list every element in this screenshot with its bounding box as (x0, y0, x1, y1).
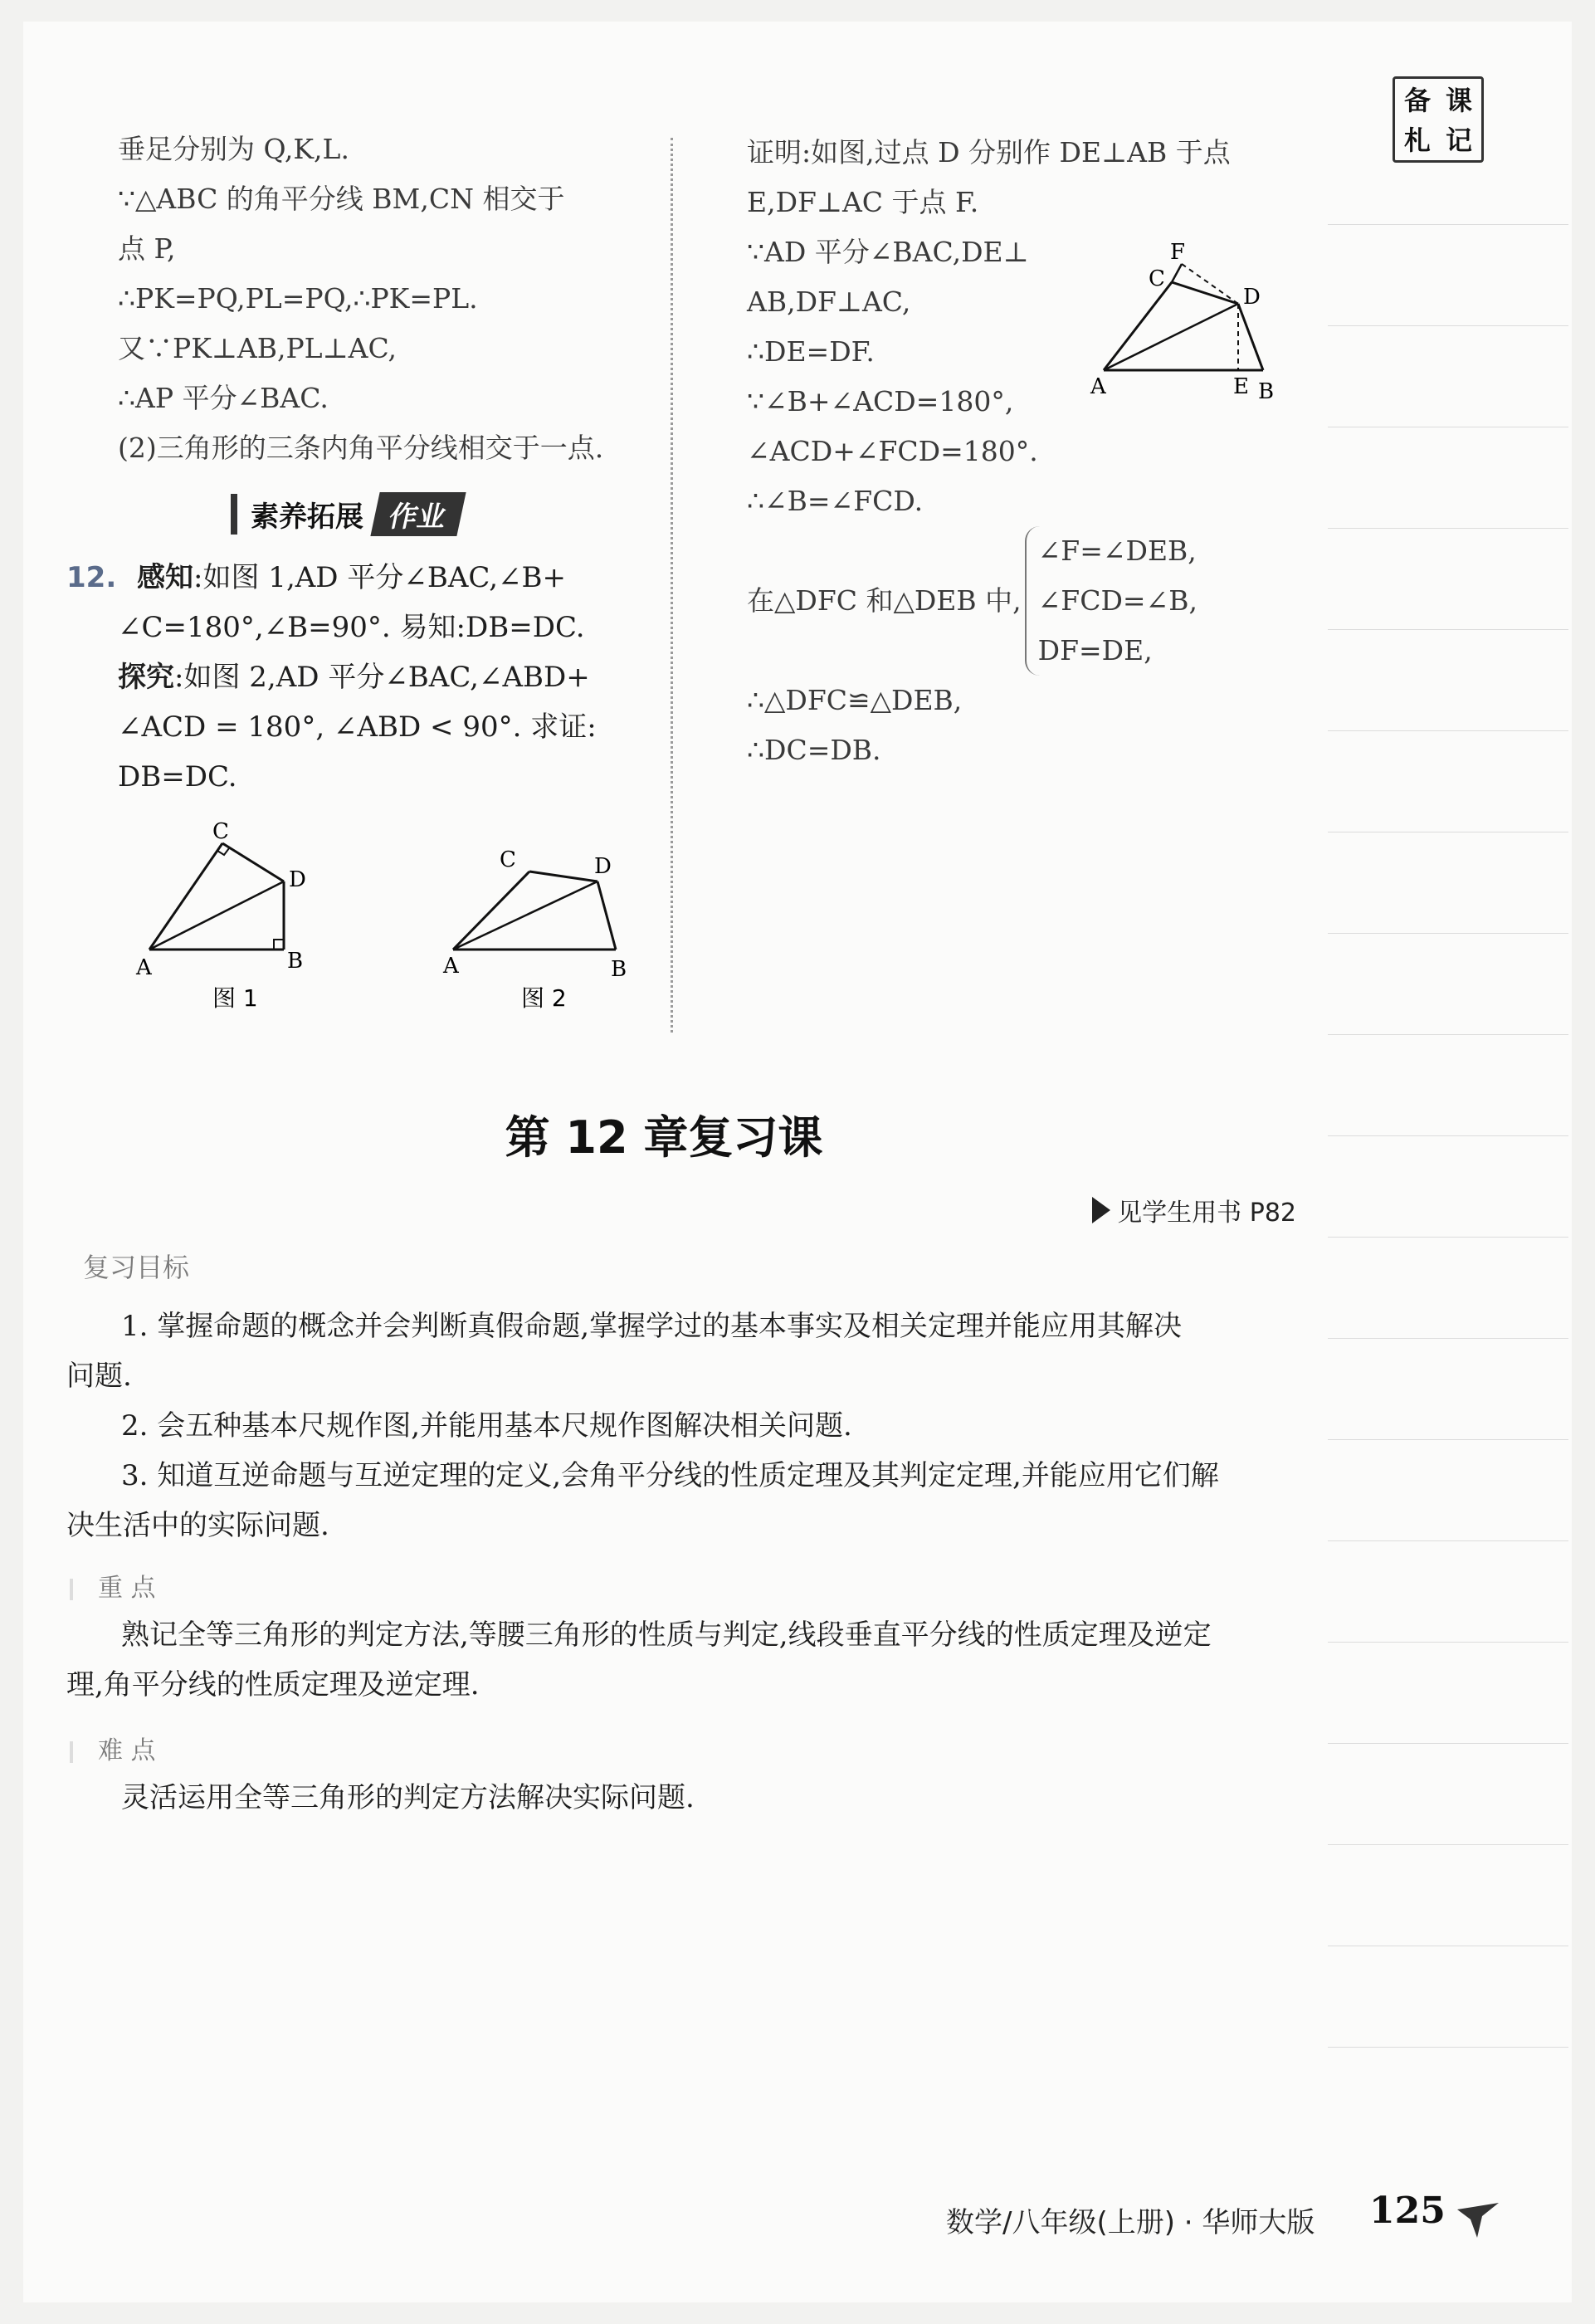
section-banner (231, 493, 461, 535)
key-label (70, 1567, 156, 1604)
book-title: 数学/八年级(上册) · 华师大版 (946, 2206, 1315, 2239)
proof-line: ∴PK=PQ,PL=PQ,∴PK=PL. (118, 282, 478, 315)
badge-char: 记 (1445, 124, 1472, 156)
point-label: A (136, 955, 152, 980)
key-label-text: 重 点 (98, 1574, 156, 1603)
point-label: E (1233, 374, 1249, 399)
badge-char: 札 (1403, 124, 1431, 156)
conclusion (747, 676, 1311, 775)
proof-line: ∴DC=DB. (747, 734, 881, 766)
goal-line: 1. 掌握命题的概念并会判断真假命题,掌握学过的基本事实及相关定理并能应用其解决 (121, 1310, 1183, 1343)
point-label: A (1090, 374, 1106, 399)
point-label: D (1243, 285, 1261, 310)
point-label: F (1170, 240, 1186, 265)
point-label: B (611, 957, 627, 982)
point-label: C (1149, 266, 1165, 291)
question-line: ∠ACD = 180°, ∠ABD < 90°. 求证: (118, 710, 597, 744)
goal-line: 决生活中的实际问题. (66, 1509, 329, 1542)
goal-line: 2. 会五种基本尺规作图,并能用基本尺规作图解决相关问题. (121, 1409, 852, 1443)
congruence-system (747, 526, 1311, 676)
proof-line: (2)三角形的三条内角平分线相交于一点. (118, 432, 604, 464)
proof-line: ∴DE=DF. (747, 335, 875, 368)
figure-caption: 图 1 (212, 984, 258, 1012)
key-points (66, 1610, 1278, 1710)
system-line: ∠FCD=∠B, (1037, 584, 1197, 617)
goals-label: 复习目标 (83, 1252, 190, 1283)
point-label: B (287, 949, 304, 974)
proof-line: 垂足分别为 Q,K,L. (118, 133, 349, 165)
question-line: :如图 1,AD 平分∠BAC,∠B+ (193, 561, 566, 594)
proof-line: AB,DF⊥AC, (747, 286, 911, 318)
see-book-text: 见学生用书 P82 (1117, 1199, 1296, 1228)
proof-line: ∵∠B+∠ACD=180°, (747, 385, 1014, 417)
system-prefix: 在△DFC 和△DEB 中, (747, 584, 1022, 617)
proof-line: 点 P, (118, 232, 176, 265)
question-line: ∠C=180°,∠B=90°. 易知:DB=DC. (118, 611, 585, 644)
point-label: C (500, 847, 516, 872)
goal-line: 3. 知道互逆命题与互逆定理的定义,会角平分线的性质定理及其判定定理,并能应用它们解 (121, 1459, 1219, 1492)
marker-bar (70, 1741, 73, 1763)
page-corner-icon (1452, 2198, 1502, 2241)
question-number: 12. (66, 561, 117, 594)
point-label: D (289, 867, 306, 892)
see-book-ref (1092, 1192, 1296, 1228)
proof-line: ∴∠B=∠FCD. (747, 485, 924, 517)
goals-list (66, 1301, 1278, 1550)
banner-tag: 作业 (370, 492, 466, 536)
point-label: A (443, 954, 459, 979)
difficult-label (70, 1730, 156, 1766)
badge-char: 备 (1403, 85, 1431, 116)
key-line: 熟记全等三角形的判定方法,等腰三角形的性质与判定,线段垂直平分线的性质定理及逆定 (121, 1618, 1212, 1652)
question-line: DB=DC. (118, 760, 237, 793)
system-line: ∠F=∠DEB, (1037, 535, 1197, 567)
proof-line: E,DF⊥AC 于点 F. (747, 186, 979, 218)
difficult-label-text: 难 点 (98, 1736, 156, 1765)
figure-caption: 图 2 (521, 984, 567, 1012)
goal-line: 问题. (66, 1360, 132, 1393)
marker-bar (70, 1579, 73, 1600)
column-divider (671, 138, 673, 1033)
explore-label: 探究 (118, 661, 174, 694)
note-badge (1393, 76, 1484, 163)
system-brace (1025, 526, 1197, 676)
proof-line: ∴AP 平分∠BAC. (118, 382, 329, 414)
question-12 (66, 553, 664, 802)
chapter-title: 第 12 章复习课 (505, 1111, 823, 1164)
proof-line: ∠ACD+∠FCD=180°. (747, 435, 1038, 467)
key-line: 理,角平分线的性质定理及逆定理. (66, 1668, 480, 1702)
difficult-line: 灵活运用全等三角形的判定方法解决实际问题. (121, 1781, 695, 1814)
proof-line: ∵△ABC 的角平分线 BM,CN 相交于 (118, 183, 565, 215)
proof-figure (1079, 236, 1295, 410)
figure-2 (423, 838, 664, 1021)
difficult-points (66, 1773, 1278, 1823)
proof-line: ∵AD 平分∠BAC,DE⊥ (747, 236, 1029, 268)
proof-line: 证明:如图,过点 D 分别作 DE⊥AB 于点 (747, 136, 1231, 168)
badge-char: 课 (1445, 85, 1472, 116)
sense-label: 感知 (137, 561, 194, 594)
page-number: 125 (1369, 2190, 1446, 2232)
figure-1 (124, 813, 340, 1021)
system-line: DF=DE, (1037, 634, 1153, 666)
point-label: D (594, 854, 612, 879)
point-label: B (1258, 379, 1275, 404)
point-label: C (212, 819, 229, 844)
proof-line: ∴△DFC≌△DEB, (747, 684, 963, 716)
left-proof (118, 124, 657, 473)
play-arrow-icon (1092, 1197, 1110, 1223)
question-line: :如图 2,AD 平分∠BAC,∠ABD+ (174, 661, 590, 694)
banner-title: 素养拓展 (231, 494, 372, 535)
proof-line: 又∵PK⊥AB,PL⊥AC, (118, 332, 398, 364)
